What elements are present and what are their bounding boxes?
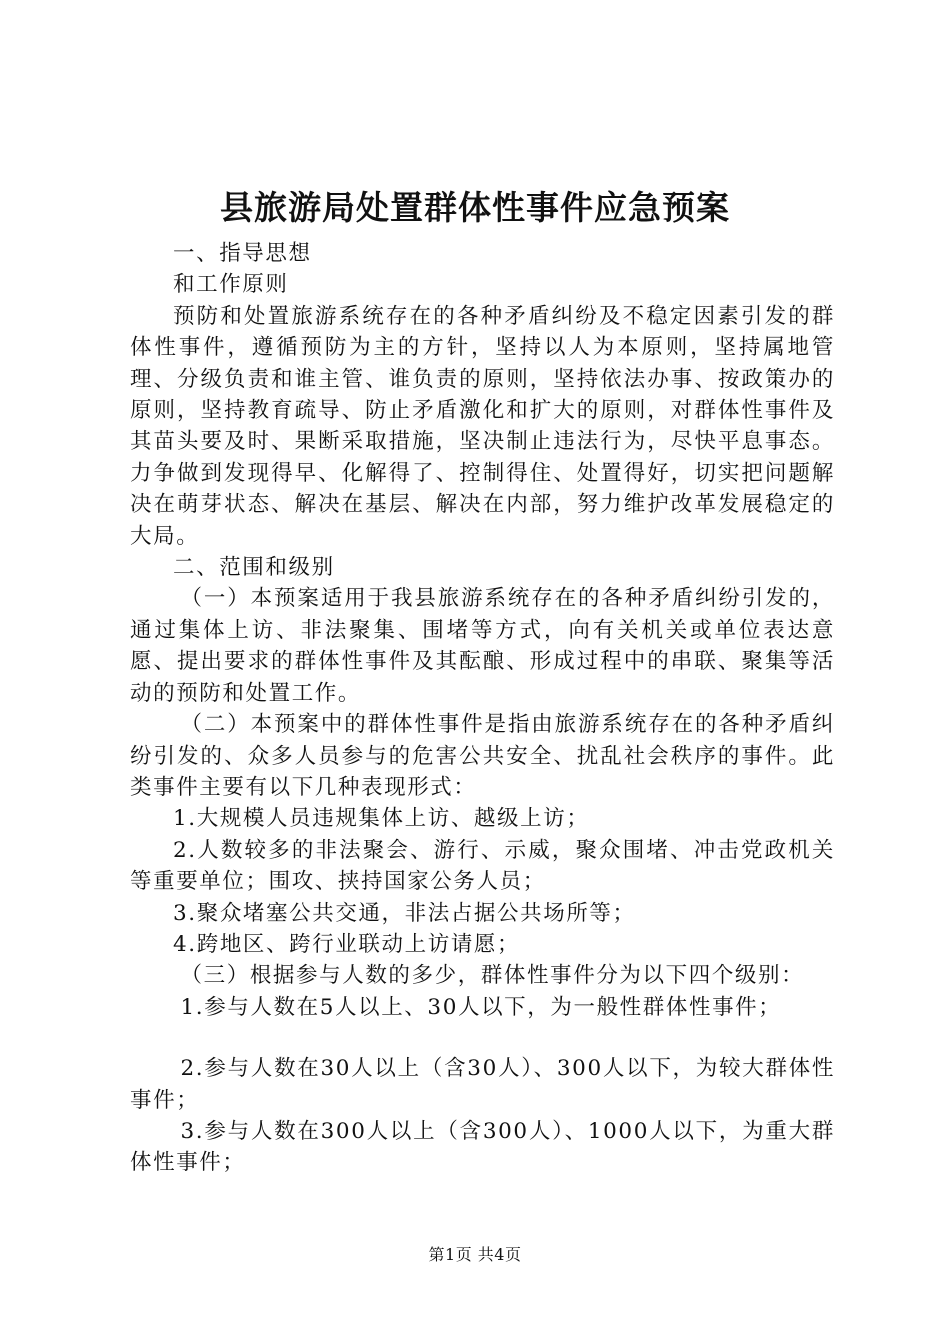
section-heading-continuation: 和工作原则 [173,272,289,298]
list-item-level-1: 1.参与人数在5人以上、30人以下，为一般性群体性事件； [180,994,782,1020]
list-item-form-3: 3.聚众堵塞公共交通，非法占据公共场所等； [173,900,636,926]
paragraph-scope-1: （一）本预案适用于我县旅游系统存在的各种矛盾纠纷引发的，通过集体上访、非法聚集、围堵等方式，向有关机关或单位表达意愿、提出要求的群体性事件及其酝酿、形成过程中的串联、聚集等活动的预防和处置工作。 [130,586,835,706]
spacer [130,1023,835,1053]
page-footer: 第1页 共4页 [428,1245,522,1264]
list-item-form-1: 1.大规模人员违规集体上访、越级上访； [173,806,590,832]
document-title: 县旅游局处置群体性事件应急预案 [220,188,730,227]
paragraph-scope-2: （二）本预案中的群体性事件是指由旅游系统存在的各种矛盾纠纷引发的、众多人员参与的危害公共安全、扰乱社会秩序的事件。此类事件主要有以下几种表现形式： [130,712,835,800]
list-item-form-4: 4.跨地区、跨行业联动上访请愿； [173,931,521,957]
list-item-form-2: 2.人数较多的非法聚会、游行、示威，聚众围堵、冲击党政机关等重要单位；围攻、挟持国家公务人员； [130,837,835,895]
list-item-level-2: 2.参与人数在30人以上（含30人）、300人以下，为较大群体性事件； [130,1056,835,1113]
paragraph-levels: （三）根据参与人数的多少，群体性事件分为以下四个级别： [180,963,805,989]
paragraph-principles: 预防和处置旅游系统存在的各种矛盾纠纷及不稳定因素引发的群体性事件，遵循预防为主的方针，坚持以人为本原则，坚持属地管理、分级负责和谁主管、谁负责的原则，坚持依法办事、按政策办的原则，坚持教育疏导、防止矛盾激化和扩大的原则，对群体性事件及其苗头要及时、果断采取措施，坚决制止违法行为，尽快平息事态。力争做到发现得早、化解得了、控制得住、处置得好，切实把问题解决在萌芽状态、解决在基层、解决在内部，努力维护改革发展稳定的大局。 [130,303,835,549]
document-body [130,238,835,1179]
section-heading-guiding-ideology: 一、指导思想 [173,241,312,266]
list-item-level-3: 3.参与人数在300人以上（含300人）、1000人以下，为重大群体性事件； [130,1118,835,1176]
section-heading-scope-and-levels: 二、范围和级别 [173,555,335,581]
